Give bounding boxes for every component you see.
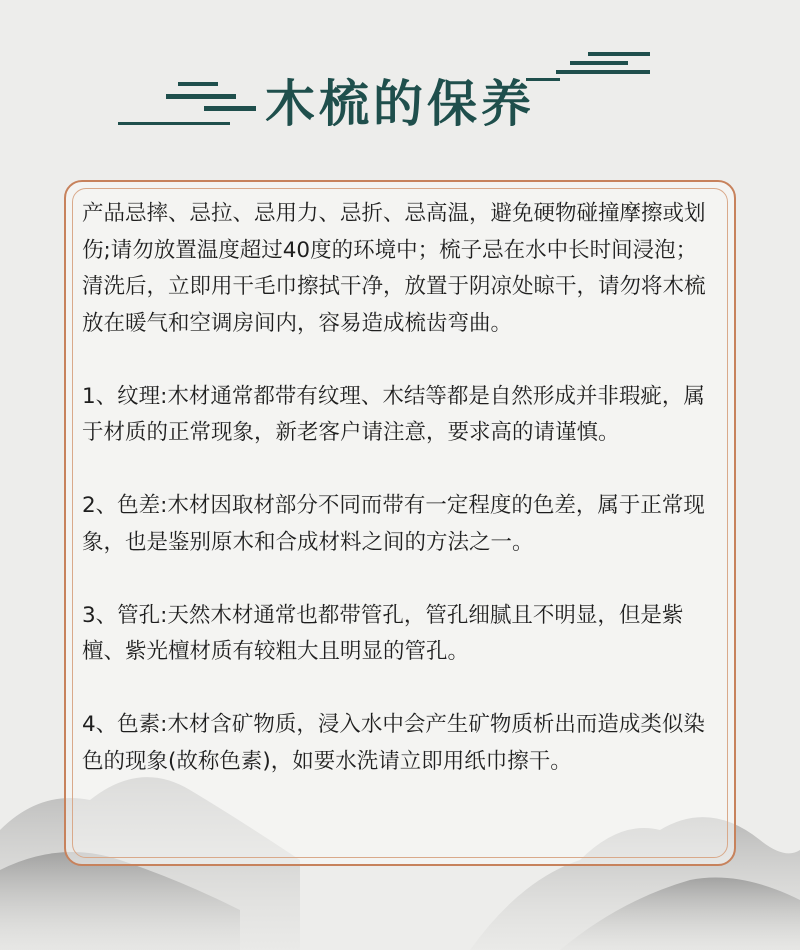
point-pores: 3、管孔:天然木材通常也都带管孔，管孔细腻且不明显，但是紫檀、紫光檀材质有较粗大且明显的管孔。 [82, 602, 684, 664]
point-texture: 1、纹理:木材通常都带有纹理、木结等都是自然形成并非瑕疵，属于材质的正常现象，新老客户请注意，要求高的请谨慎。 [82, 383, 705, 445]
point-color-difference: 2、色差:木材因取材部分不同而带有一定程度的色差，属于正常现象，也是鉴别原木和合成材料之间的方法之一。 [82, 493, 705, 555]
page-title: 木梳的保养 [265, 74, 535, 133]
intro-paragraph-1: 产品忌摔、忌拉、忌用力、忌折、忌高温，避免硬物碰撞摩擦或划伤;请勿放置温度超过40度的环境中；梳子忌在水中长时间浸泡； [82, 201, 706, 263]
point-pigment: 4、色素:木材含矿物质，浸入水中会产生矿物质析出而造成类似染色的现象(故称色素)，如要水洗请立即用纸巾擦干。 [82, 712, 705, 774]
intro-paragraph-2: 清洗后，立即用干毛巾擦拭干净，放置于阴凉处晾干，请勿将木梳放在暖气和空调房间内，容易造成梳齿弯曲。 [82, 274, 706, 336]
care-text [82, 196, 710, 780]
